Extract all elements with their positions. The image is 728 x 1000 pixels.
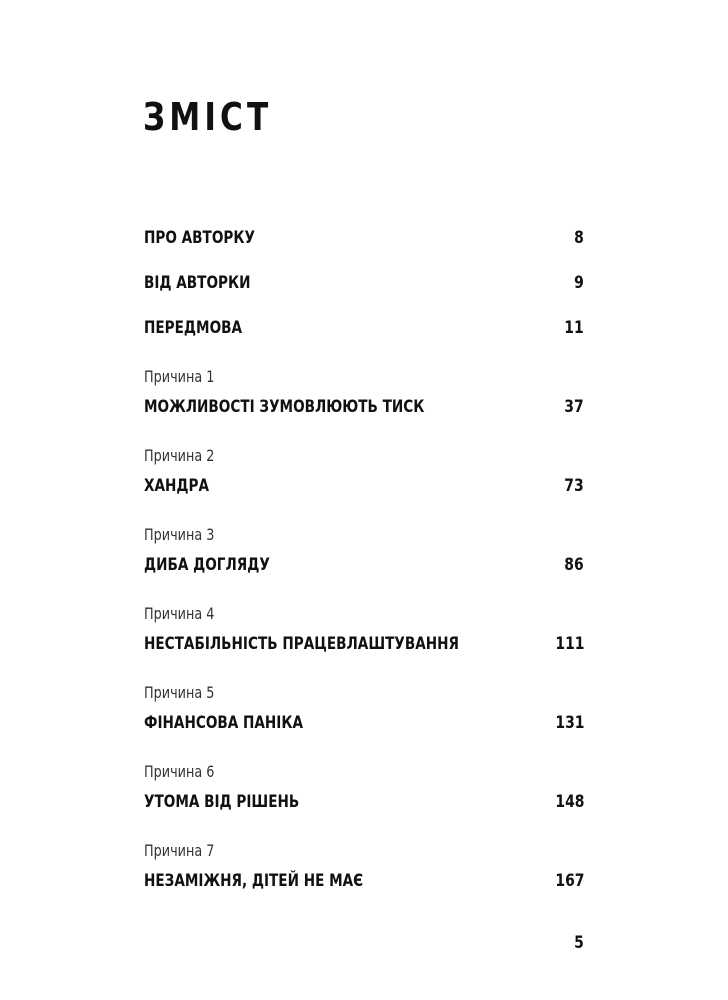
toc-entry-page: 37 <box>564 397 584 417</box>
toc-entry <box>144 367 584 417</box>
toc-entry-title: НЕСТАБІЛЬНІСТЬ ПРАЦЕВЛАШТУВАННЯ <box>144 634 460 654</box>
toc-entry-page: 148 <box>554 792 584 812</box>
toc-entry-page: 167 <box>554 871 584 891</box>
toc-entry-kicker: Причина 1 <box>144 367 215 386</box>
toc-entry-title: ВІД АВТОРКИ <box>144 273 251 293</box>
toc-entry-page: 131 <box>554 713 584 733</box>
toc-entry-page: 8 <box>574 228 584 248</box>
toc-entry <box>144 683 584 733</box>
toc-entry <box>144 762 584 812</box>
toc-entry-title: ПЕРЕДМОВА <box>144 318 243 338</box>
toc-entry-page: 11 <box>564 318 584 338</box>
toc-entry <box>144 604 584 654</box>
toc-entry-title: ХАНДРА <box>144 476 209 496</box>
toc-entry-kicker: Причина 7 <box>144 841 215 860</box>
page-title: ЗМІСТ <box>143 95 273 139</box>
toc-entry-kicker: Причина 2 <box>144 446 215 465</box>
page-number: 5 <box>574 933 584 953</box>
toc-entry-page: 111 <box>554 634 584 654</box>
toc-entry-title: ФІНАНСОВА ПАНІКА <box>144 713 303 733</box>
toc-entry <box>144 272 584 294</box>
toc-entry-page: 86 <box>564 555 584 575</box>
toc-entry-kicker: Причина 4 <box>144 604 215 623</box>
toc-entry-page: 73 <box>564 476 584 496</box>
toc-entry-kicker: Причина 6 <box>144 762 215 781</box>
toc-entry-page: 9 <box>574 273 584 293</box>
toc-entry-kicker: Причина 3 <box>144 525 215 544</box>
toc-entry-kicker: Причина 5 <box>144 683 215 702</box>
toc-entry-title: УТОМА ВІД РІШЕНЬ <box>144 792 300 812</box>
toc-entry-title: ПРО АВТОРКУ <box>144 228 255 248</box>
toc-entry-title: НЕЗАМІЖНЯ, ДІТЕЙ НЕ МАЄ <box>144 871 364 891</box>
toc-entry <box>144 525 584 575</box>
toc-entry <box>144 841 584 891</box>
toc-entry <box>144 446 584 496</box>
toc-entry-title: ДИБА ДОГЛЯДУ <box>144 555 270 575</box>
toc-entry <box>144 317 584 339</box>
toc-entry <box>144 227 584 249</box>
toc-entry-title: МОЖЛИВОСТІ ЗУМОВЛЮЮТЬ ТИСК <box>144 397 425 417</box>
